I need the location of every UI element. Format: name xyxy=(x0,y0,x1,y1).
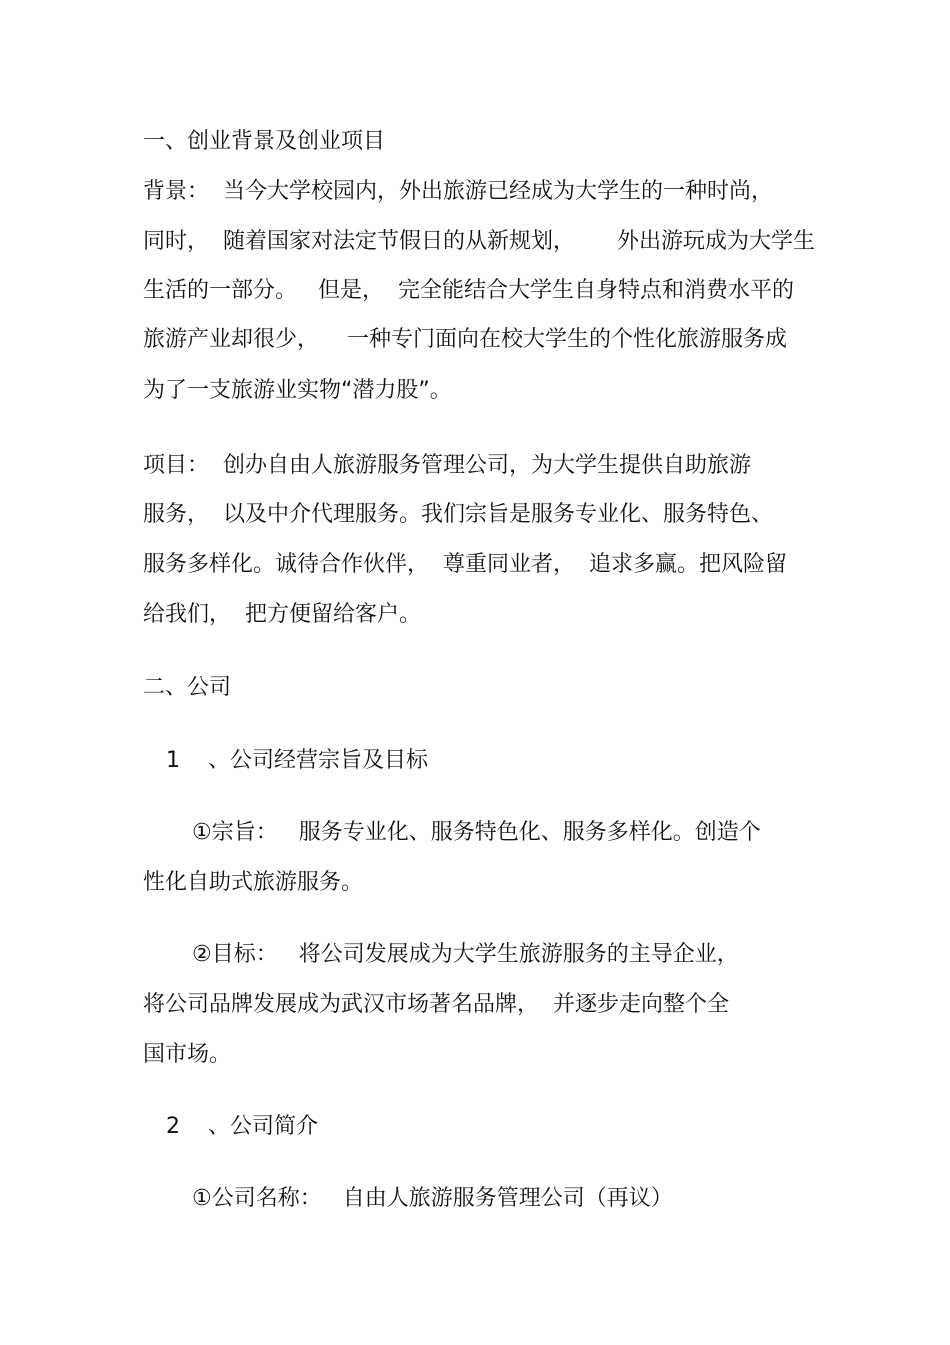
background-line-2: 同时， 随着国家对法定节假日的从新规划， 外出游玩成为大学生 xyxy=(143,229,815,254)
aim-line-2: 性化自助式旅游服务。 xyxy=(143,870,364,895)
sub2-number: 2 xyxy=(166,1114,180,1139)
aim-line-1: ①宗旨： 服务专业化、服务特色化、服务多样化。创造个 xyxy=(192,820,761,845)
project-line-3: 服务多样化。诚待合作伙伴， 尊重同业者， 追求多赢。把风险留 xyxy=(143,552,787,577)
sub1-title: 、公司经营宗旨及目标 xyxy=(208,748,429,773)
sub1-number: 1 xyxy=(166,748,180,773)
project-line-2: 服务， 以及中介代理服务。我们宗旨是服务专业化、服务特色、 xyxy=(143,502,773,527)
background-line-1: 背景： 当今大学校园内，外出旅游已经成为大学生的一种时尚， xyxy=(143,179,773,204)
background-line-4: 旅游产业却很少， 一种专门面向在校大学生的个性化旅游服务成 xyxy=(143,327,787,352)
project-line-1: 项目： 创办自由人旅游服务管理公司，为大学生提供自助旅游 xyxy=(143,453,751,478)
company-name-line: ①公司名称： 自由人旅游服务管理公司（再议） xyxy=(192,1186,673,1211)
background-line-5: 为了一支旅游业实物“潜力股”。 xyxy=(143,378,452,403)
goal-line-3: 国市场。 xyxy=(143,1042,232,1067)
sub2-title: 、公司简介 xyxy=(208,1114,319,1139)
section1-heading: 一、创业背景及创业项目 xyxy=(143,129,386,154)
section2-heading: 二、公司 xyxy=(143,675,232,700)
project-line-4: 给我们， 把方便留给客户。 xyxy=(143,602,421,627)
background-line-3: 生活的一部分。 但是， 完全能结合大学生自身特点和消费水平的 xyxy=(143,278,794,303)
goal-line-1: ②目标： 将公司发展成为大学生旅游服务的主导企业， xyxy=(192,942,739,967)
goal-line-2: 将公司品牌发展成为武汉市场著名品牌， 并逐步走向整个全 xyxy=(143,992,729,1017)
